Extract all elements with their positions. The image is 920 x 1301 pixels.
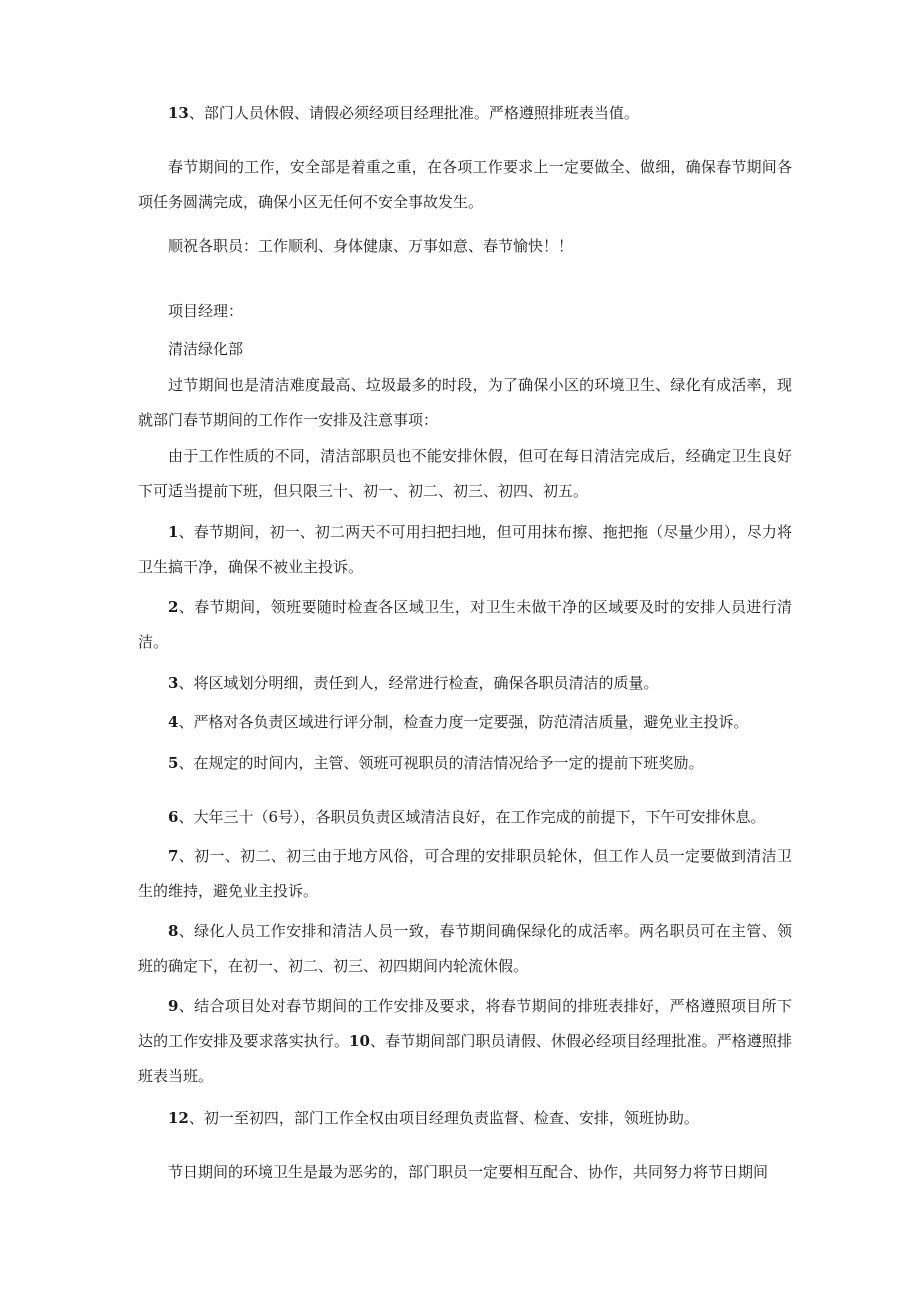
- paragraph-text: 春节期间的工作，安全部是着重之重，在各项工作要求上一定要做全、做细，确保春节期间各项任务圆满完成，确保小区无任何不安全事故发生。: [138, 158, 792, 211]
- paragraph-text: 、春节期间，初一、初二两天不可用扫把扫地，但可用抹布擦、拖把拖（尽量少用），尽力将卫生搞干净，确保不被业主投诉。: [138, 523, 792, 576]
- item-number: 3: [168, 674, 179, 692]
- paragraph-intro: [138, 368, 792, 438]
- paragraph-text: 、初一、初二、初三由于地方风俗，可合理的安排职员轮休，但工作人员一定要做到清洁卫生的维持，避免业主投诉。: [138, 847, 792, 900]
- item-number: 2: [168, 598, 179, 616]
- item-number: 9: [168, 997, 179, 1015]
- section-heading-cleaning: [138, 332, 792, 367]
- paragraph-security-summary: [138, 150, 792, 220]
- paragraph-text: 节日期间的环境卫生是最为恶劣的，部门职员一定要相互配合、协作，共同努力将节日期间: [168, 1163, 769, 1181]
- item-number: 10: [349, 1032, 370, 1050]
- paragraph-text: 、初一至初四，部门工作全权由项目经理负责监督、检查、安排，领班协助。: [188, 1109, 699, 1127]
- paragraph-item-6: [138, 800, 792, 835]
- paragraph-item-12: [138, 1101, 792, 1136]
- item-number: 5: [168, 754, 179, 772]
- paragraph-closing: [138, 1155, 792, 1190]
- paragraph-text: 、大年三十（6号），各职员负责区域清洁良好，在工作完成的前提下，下午可安排休息。: [178, 808, 766, 826]
- paragraph-item-13: [138, 96, 792, 131]
- paragraph-item-2: [138, 590, 792, 660]
- item-number: 7: [168, 847, 179, 865]
- paragraph-leave-policy: [138, 439, 792, 509]
- paragraph-greetings: [138, 229, 792, 264]
- paragraph-text: 、部门人员休假、请假必须经项目经理批准。严格遵照排班表当值。: [188, 104, 639, 122]
- item-number: 6: [168, 808, 179, 826]
- paragraph-item-3: [138, 666, 792, 701]
- paragraph-text: 、春节期间，领班要随时检查各区域卫生，对卫生未做干净的区域要及时的安排人员进行清洁。: [138, 598, 792, 651]
- paragraph-item-8: [138, 914, 792, 984]
- paragraph-text: 过节期间也是清洁难度最高、垃圾最多的时段，为了确保小区的环境卫生、绿化有成活率，现就部门春节期间的工作作一安排及注意事项：: [138, 376, 792, 429]
- paragraph-item-9-10: [138, 989, 792, 1094]
- item-number: 1: [168, 523, 179, 541]
- paragraph-text: 、春节期间部门职员请假、休假必经项目经理批准。严格遵照排班表当班。: [138, 1032, 792, 1085]
- paragraph-text: 、绿化人员工作安排和清洁人员一致，春节期间确保绿化的成活率。两名职员可在主管、领班的确定下，在初一、初二、初三、初四期间内轮流休假。: [138, 922, 792, 975]
- paragraph-text: 、将区域划分明细，责任到人，经常进行检查，确保各职员清洁的质量。: [178, 674, 659, 692]
- paragraph-item-7: [138, 839, 792, 909]
- paragraph-item-4: [138, 705, 792, 740]
- item-number: 13: [168, 104, 189, 122]
- signature-project-manager: [138, 294, 792, 329]
- item-number: 8: [168, 922, 179, 940]
- paragraph-text: 项目经理：: [168, 302, 244, 320]
- paragraph-text: 、在规定的时间内，主管、领班可视职员的清洁情况给予一定的提前下班奖励。: [178, 754, 704, 772]
- paragraph-text: 清洁绿化部: [168, 340, 244, 358]
- paragraph-item-5: [138, 746, 792, 781]
- paragraph-text: 顺祝各职员：工作顺利、身体健康、万事如意、春节愉快！！: [168, 237, 574, 255]
- paragraph-text: 、严格对各负责区域进行评分制，检查力度一定要强，防范清洁质量，避免业主投诉。: [178, 713, 749, 731]
- item-number: 4: [168, 713, 179, 731]
- item-number: 12: [168, 1109, 189, 1127]
- paragraph-item-1: [138, 515, 792, 585]
- paragraph-text: 、结合项目处对春节期间的工作安排及要求，将春节期间的排班表排好，严格遵照项目所下达的工作安排及要求落实执行。: [138, 997, 792, 1050]
- paragraph-text: 由于工作性质的不同，清洁部职员也不能安排休假，但可在每日清洁完成后，经确定卫生良好下可适当提前下班，但只限三十、初一、初二、初三、初四、初五。: [138, 447, 792, 500]
